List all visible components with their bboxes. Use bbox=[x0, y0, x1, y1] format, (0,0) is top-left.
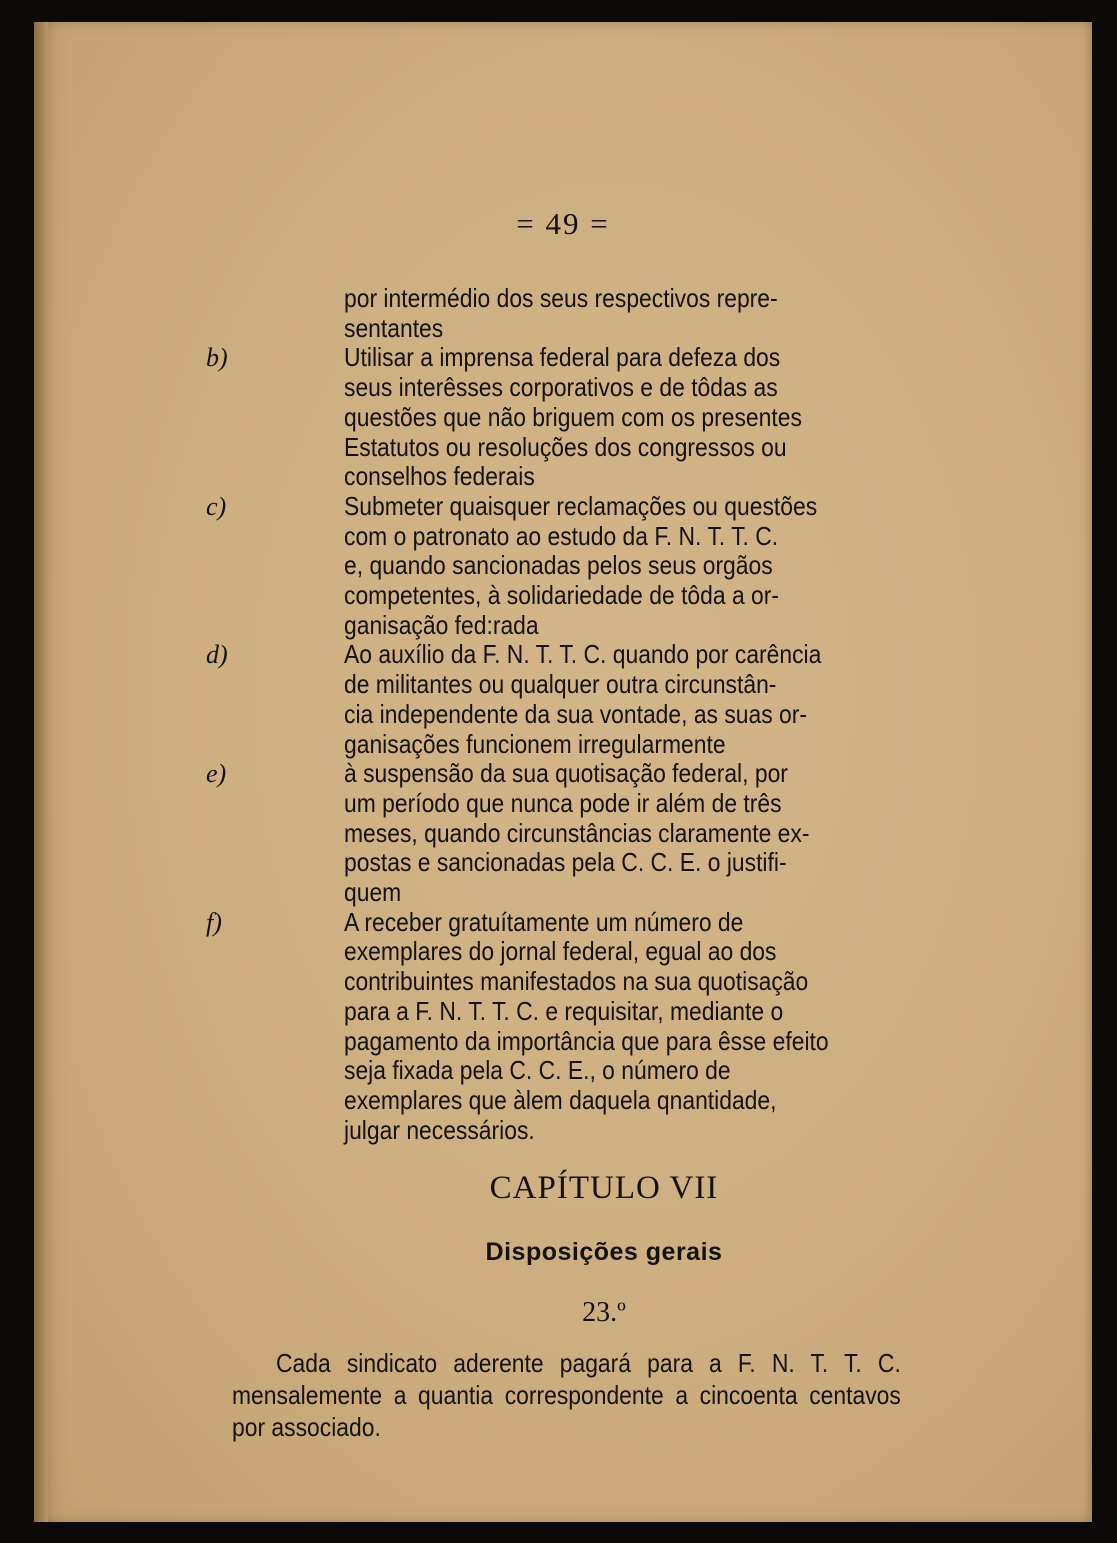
item-text: por intermédio dos seus respectivos repre- sentantes bbox=[344, 283, 778, 343]
list-item bbox=[206, 639, 954, 759]
item-letter: c) bbox=[206, 491, 227, 521]
item-letter: d) bbox=[206, 640, 228, 670]
list-item bbox=[206, 758, 954, 908]
list-item bbox=[206, 906, 954, 1146]
item-letter: e) bbox=[206, 759, 227, 789]
item-text: Utilisar a imprensa federal para defeza dos seus interêsses corporativos e de tôdas as questões que não briguem com os presentes Estatutos ou resoluções dos congressos ou conselhos federais bbox=[344, 342, 802, 492]
list-item bbox=[206, 490, 954, 641]
item-letter: f) bbox=[206, 907, 222, 937]
item-text: A receber gratuítamente um número de exemplares do jornal federal, egual ao dos contribuintes manifestados na sua quotisação para a F. N. T. T. C. e requisitar, mediante o pagamento da importância que para êsse efeito seja fixada pela C. C. E., o número de exemplares que àlem daquela qnantidade, julgar necessários. bbox=[344, 906, 829, 1145]
section-heading: Disposições gerais bbox=[485, 1238, 723, 1266]
list-item bbox=[264, 284, 954, 343]
book-page bbox=[34, 22, 1092, 1522]
item-letter: b) bbox=[206, 343, 228, 373]
article-number: 23.º bbox=[582, 1297, 626, 1328]
item-text: à suspensão da sua quotisação federal, por um período que nunca pode ir além de três meses, quando circunstâncias claramente ex- postas e sancionadas pela C. C. E. o justifi- quem bbox=[344, 758, 810, 908]
list-item bbox=[206, 342, 954, 492]
item-text: Submeter quaisquer reclamações ou questões com o patronato ao estudo da F. N. T. T. C. e, quando sancionadas pelos seus orgãos competentes, à solidariedade de tôda a or- ganisação fed:rada bbox=[344, 490, 818, 640]
item-text: Ao auxílio da F. N. T. T. C. quando por carência de militantes ou qualquer outra circunstân- cia independente da sua vontade, as suas or- ganisações funcionem irregularmente bbox=[344, 639, 822, 759]
page-number: = 49 = bbox=[516, 206, 610, 241]
chapter-title: CAPÍTULO VII bbox=[489, 1170, 719, 1206]
item-list bbox=[206, 283, 954, 1145]
article-body: Cada sindicato aderente pagará para a F. N. T. T. C. mensalemente a quantia correspondente a cincoenta centavos por associado. bbox=[232, 1348, 901, 1442]
